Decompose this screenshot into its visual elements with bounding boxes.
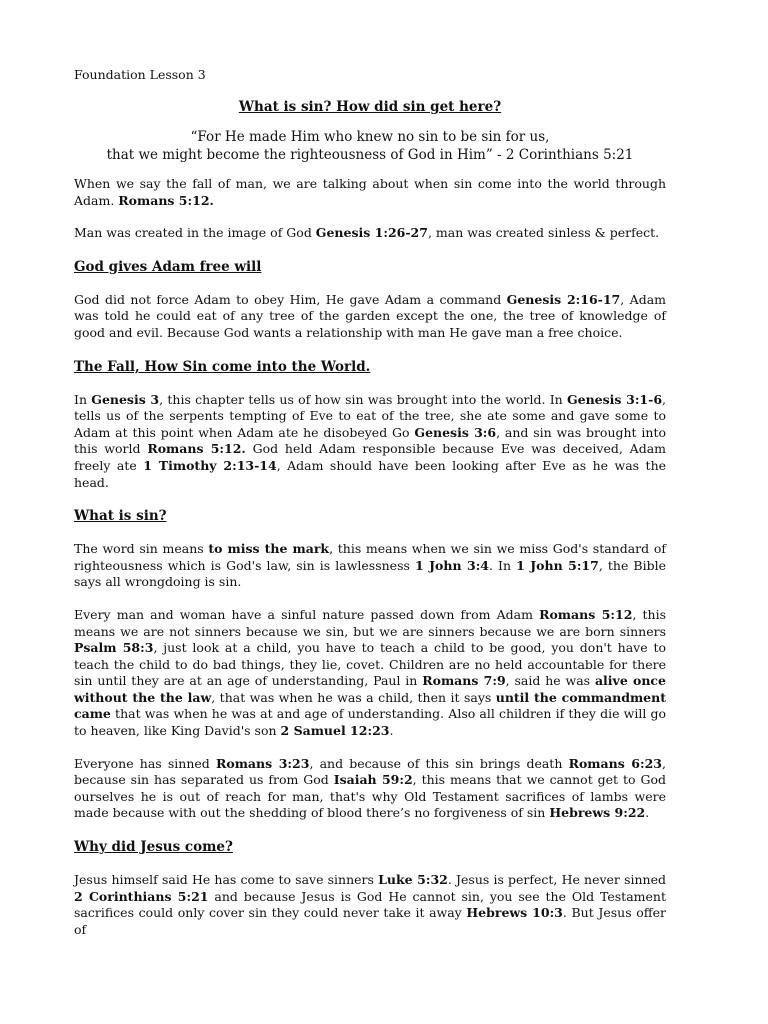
course-label: Foundation Lesson 3 <box>74 67 206 82</box>
scripture-reference: Romans 6:23 <box>568 755 663 771</box>
key-verse <box>74 128 666 164</box>
paragraph: Jesus himself said He has come to save sinners Luke 5:32. Jesus is perfect, He never sinned 2 Corinthians 5:21 and because Jesus is God He cannot sin, you see the Old Testament sacrifices could only cover sin they could never take it away Hebrews 10:3. But Jesus offer of <box>74 872 666 937</box>
document-page <box>74 66 666 954</box>
scripture-reference: Genesis 3:1-6 <box>566 391 663 407</box>
scripture-reference: 1 Timothy 2:13-14 <box>143 457 277 473</box>
section-heading: What is sin? <box>74 508 167 525</box>
scripture-reference: 2 Samuel 12:23 <box>280 723 390 739</box>
scripture-reference: Romans 5:12. <box>118 192 214 208</box>
scripture-reference: Romans 5:12. <box>147 441 246 457</box>
scripture-reference: Romans 3:23 <box>215 755 310 771</box>
scripture-reference: Genesis 3 <box>91 391 160 407</box>
paragraph: When we say the fall of man, we are talking about when sin come into the world through Adam. Romans 5:12. <box>74 176 666 208</box>
paragraph: Man was created in the image of God Genesis 1:26-27, man was created sinless & perfect. <box>74 225 660 241</box>
scripture-reference: Genesis 2:16-17 <box>506 291 621 307</box>
paragraph: Every man and woman have a sinful nature passed down from Adam Romans 5:12, this means we are not sinners because we sin, but we are sinners because we are born sinners Psalm 58:3, just look at a child, you have to teach a child to be good, you don't have to teach the child to do bad things, they lie, covet. Children are no held accountable for there sin until they are at an age of understanding, Paul in Romans 7:9, said he was alive once without the the law, that was when he was a child, then it says until the commandment came that was when he was at and age of understanding. Also all children if they die will go to heaven, like King David's son 2 Samuel 12:23. <box>74 606 667 739</box>
scripture-reference: Hebrews 9:22 <box>549 805 646 821</box>
scripture-reference: Luke 5:32 <box>378 872 448 888</box>
scripture-reference: Romans 7:9 <box>422 673 506 689</box>
key-verse-line: that we might become the righteousness of God in Him” - 2 Corinthians 5:21 <box>106 147 634 163</box>
section-heading: The Fall, How Sin come into the World. <box>74 358 371 375</box>
scripture-reference: 1 John 5:17 <box>516 557 599 573</box>
scripture-reference: alive once without the the law <box>74 673 666 705</box>
scripture-reference: until the commandment came <box>74 689 666 722</box>
scripture-reference: Isaiah 59:2 <box>333 772 413 788</box>
paragraph: God did not force Adam to obey Him, He gave Adam a command Genesis 2:16-17, Adam was told he could eat of any tree of the garden except the one, the tree of knowledge of good and evil. Because God wants a relationship with man He gave man a free choice. <box>74 291 667 340</box>
paragraph: The word sin means to miss the mark, this means when we sin we miss God's standard of righteousness which is God's law, sin is lawlessness 1 John 3:4. In 1 John 5:17, the Bible says all wrongdoing is sin. <box>74 541 666 590</box>
scripture-reference: 2 Corinthians 5:21 <box>74 888 209 904</box>
scripture-reference: Romans 5:12 <box>539 606 633 622</box>
scripture-reference: to miss the mark <box>208 541 330 557</box>
paragraph: In Genesis 3, this chapter tells us of how sin was brought into the world. In Genesis 3:1-6, tells us of the serpents tempting of Eve to eat of the tree, she ate some and gave some to Adam at this point when Adam ate he disobeyed Go Genesis 3:6, and sin was brought into this world Romans 5:12. God held Adam responsible because Eve was deceived, Adam freely ate 1 Timothy 2:13-14, Adam should have been looking after Eve as he was the head. <box>74 391 667 490</box>
key-verse-line: “For He made Him who knew no sin to be sin for us, <box>190 129 550 145</box>
scripture-reference: Genesis 3:6 <box>414 424 497 440</box>
paragraph: Everyone has sinned Romans 3:23, and because of this sin brings death Romans 6:23, because sin has separated us from God Isaiah 59:2, this means that we cannot get to God ourselves he is out of reach for man, that's why Old Testament sacrifices of lambs were made because with out the shedding of blood there’s no forgiveness of sin Hebrews 9:22. <box>74 755 666 821</box>
section-heading: God gives Adam free will <box>74 258 262 275</box>
scripture-reference: 1 John 3:4 <box>414 557 490 573</box>
scripture-reference: Genesis 1:26-27 <box>315 225 428 241</box>
scripture-reference: Psalm 58:3 <box>74 640 154 656</box>
lesson-body <box>74 176 666 938</box>
section-heading: Why did Jesus come? <box>74 839 233 856</box>
scripture-reference: Hebrews 10:3 <box>466 905 563 921</box>
page-title: What is sin? How did sin get here? <box>238 99 502 115</box>
